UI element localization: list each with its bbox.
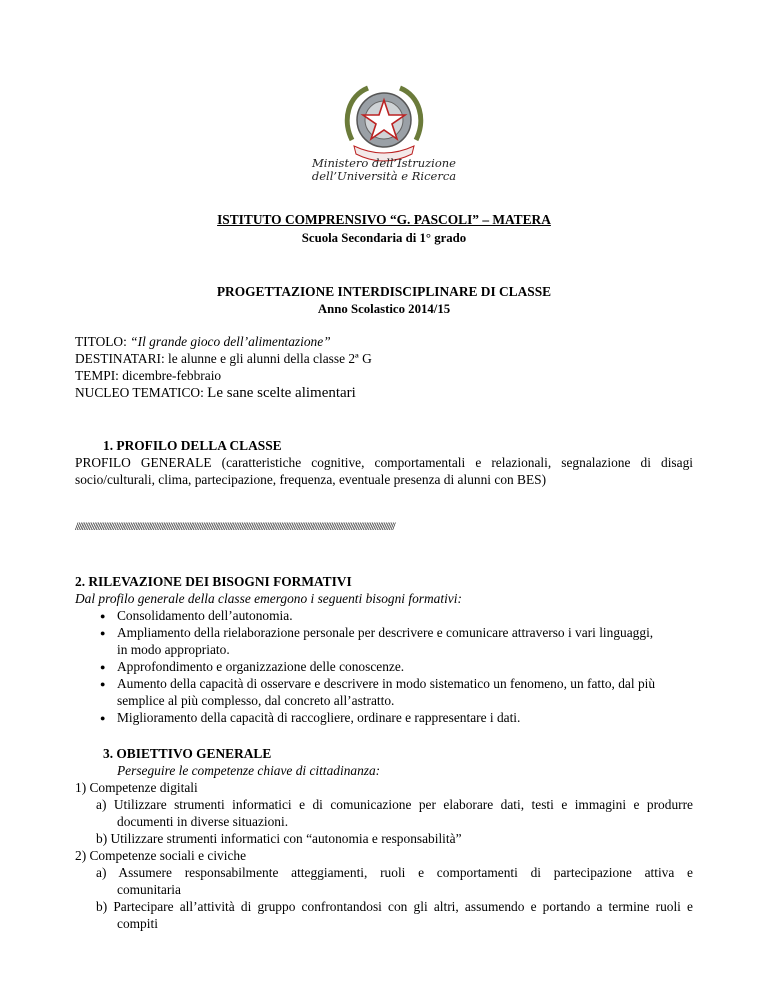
competence-2b-line1: b) Partecipare all’attività di gruppo confrontandosi con gli altri, assumendo e portando a termine ruoli e xyxy=(96,899,693,914)
school-name: ISTITUTO COMPRENSIVO “G. PASCOLI” – MATERA xyxy=(217,212,551,227)
section1-heading: 1. PROFILO DELLA CLASSE xyxy=(103,438,282,453)
section1-text-line2: socio/culturali, clima, partecipazione, frequenza, eventuale presenza di alunni con BES) xyxy=(75,472,547,487)
section2-intro-text: Dal profilo generale della classe emergono i seguenti bisogni formativi: xyxy=(75,591,462,606)
nucleo-line xyxy=(75,385,356,402)
ministry-line-1: Ministero dell’Istruzione xyxy=(312,156,456,170)
nucleo-label: NUCLEO TEMATICO: xyxy=(75,385,208,400)
tempi-line: TEMPI: dicembre-febbraio xyxy=(75,368,222,383)
section3-intro xyxy=(117,763,380,779)
bullet-dot-icon: ● xyxy=(100,679,106,689)
titolo-value: “Il grande gioco dell’alimentazione” xyxy=(130,334,331,349)
need-item-3: Approfondimento e organizzazione delle conoscenze. xyxy=(117,659,405,674)
need-item-1: Consolidamento dell’autonomia. xyxy=(117,608,293,623)
competence-2a-line2: comunitaria xyxy=(117,882,181,897)
competence-1: 1) Competenze digitali xyxy=(75,780,198,795)
school-year: Anno Scolastico 2014/15 xyxy=(317,302,451,316)
competence-2b-line2: compiti xyxy=(117,916,158,931)
competence-1a-line1: a) Utilizzare strumenti informatici e di comunicazione per elaborare dati, testi e immagini e produrre xyxy=(96,797,693,812)
need-item-2: Ampliamento della rielaborazione personale per descrivere e comunicare attraverso i vari linguaggi, xyxy=(117,625,654,640)
section1-text-line1: PROFILO GENERALE (caratteristiche cognitive, comportamentali e relazionali, segnalazione di disagi xyxy=(75,455,693,470)
bullet-dot-icon: ● xyxy=(100,713,106,723)
competence-2a-line1: a) Assumere responsabilmente atteggiamenti, ruoli e comportamenti di partecipazione attiva e xyxy=(96,865,693,880)
titolo-label: TITOLO: xyxy=(75,334,131,349)
need-item-2-cont: in modo appropriato. xyxy=(117,642,230,657)
competence-1a-line2: documenti in diverse situazioni. xyxy=(117,814,289,829)
section2-intro xyxy=(75,591,462,607)
nucleo-value: Le sane scelte alimentari xyxy=(207,385,356,401)
section3-heading: 3. OBIETTIVO GENERALE xyxy=(103,746,272,761)
bullet-dot-icon: ● xyxy=(100,611,106,621)
competence-1b: b) Utilizzare strumenti informatici con “autonomia e responsabilità” xyxy=(96,831,462,846)
ministry-caption xyxy=(300,157,468,183)
document-title: PROGETTAZIONE INTERDISCIPLINARE DI CLASSE xyxy=(216,284,552,299)
destinatari-line: DESTINATARI: le alunne e gli alunni della classe 2ª G xyxy=(75,351,372,366)
need-item-5: Miglioramento della capacità di raccogliere, ordinare e rappresentare i dati. xyxy=(117,710,521,725)
school-subtitle: Scuola Secondaria di 1° grado xyxy=(301,231,467,245)
separator-line: //////////////////////////////////////////////////////////////////////////////////////////////////////////////////////////////////////////////////////////////////////////////////////// xyxy=(75,519,395,533)
competence-2: 2) Competenze sociali e civiche xyxy=(75,848,247,863)
section2-heading: 2. RILEVAZIONE DEI BISOGNI FORMATIVI xyxy=(75,574,352,589)
section3-intro-text: Perseguire le competenze chiave di cittadinanza: xyxy=(117,763,381,778)
need-item-4: Aumento della capacità di osservare e descrivere in modo sistematico un fenomeno, un fatto, dal più xyxy=(117,676,656,691)
bullet-dot-icon: ● xyxy=(100,662,106,672)
need-item-4-cont: semplice al più complesso, dal concreto all’astratto. xyxy=(117,693,395,708)
bullet-dot-icon: ● xyxy=(100,628,106,638)
ministry-line-2: dell’Università e Ricerca xyxy=(311,169,457,183)
titolo-line xyxy=(75,334,331,350)
